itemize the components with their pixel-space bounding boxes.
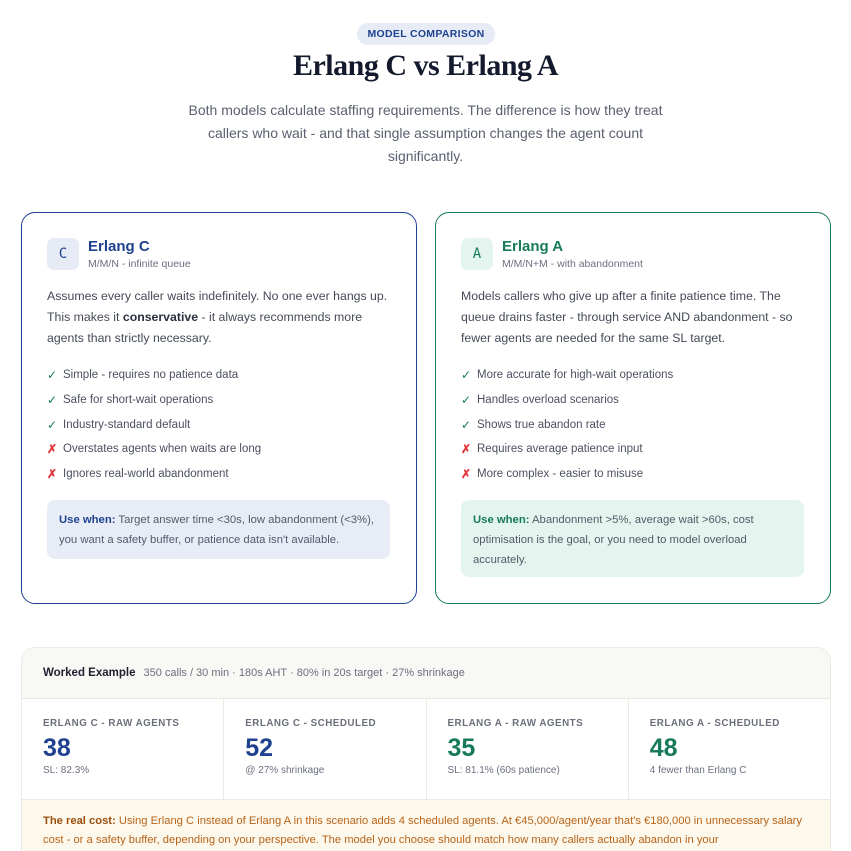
stat-erlang-c-scheduled: ERLANG C - SCHEDULED 52 @ 27% shrinkage xyxy=(224,699,426,799)
list-item: ✓ Safe for short-wait operations xyxy=(47,393,214,408)
page-subtitle: Both models calculate staffing requirements. The difference is how they treat callers who wait - and that single assumption changes the agent count significantly. xyxy=(188,102,663,164)
card-description: Models callers who give up after a finite patience time. The queue drains faster - through service AND abandonment - so fewer agents are needed for the same SL target. xyxy=(461,289,793,345)
use-when-callout: Use when: Target answer time <30s, low abandonment (<3%), you want a safety buffer, or patience data isn't available. xyxy=(47,500,390,559)
card-subtitle: M/M/N+M - with abandonment xyxy=(502,258,643,270)
stat-erlang-c-raw: ERLANG C - RAW AGENTS 38 SL: 82.3% xyxy=(22,699,224,799)
erlang-a-card xyxy=(435,212,831,604)
stat-value: 38 xyxy=(43,734,71,762)
check-icon: ✓ xyxy=(47,393,58,408)
section-badge: MODEL COMPARISON xyxy=(357,23,495,45)
list-item: ✗ Requires average patience input xyxy=(461,442,643,457)
real-cost-callout: The real cost: Using Erlang C instead of Erlang A in this scenario adds 4 scheduled agents. At €45,000/agent/year that's €180,000 in unnecessary salary cost - or a safety buffer, depending on your perspective. The model you choose should match how many callers actually abandon in your xyxy=(22,800,830,851)
list-item: ✗ More complex - easier to misuse xyxy=(461,467,644,482)
check-icon: ✓ xyxy=(461,368,472,383)
cross-icon: ✗ xyxy=(47,442,58,457)
emphasis: conservative xyxy=(122,310,199,324)
erlang-c-card xyxy=(21,212,417,604)
list-item: ✓ Shows true abandon rate xyxy=(461,417,606,432)
list-item: ✓ Handles overload scenarios xyxy=(461,393,619,408)
use-when-callout: Use when: Abandonment >5%, average wait >60s, cost optimisation is the goal, or you need to model overload accurately. xyxy=(461,500,804,577)
worked-example-panel xyxy=(21,647,831,851)
list-item: ✓ More accurate for high-wait operations xyxy=(461,368,674,383)
card-subtitle: M/M/N - infinite queue xyxy=(88,258,191,270)
stat-value: 48 xyxy=(649,734,678,762)
card-title: Erlang C xyxy=(88,238,150,255)
check-icon: ✓ xyxy=(461,393,472,408)
stats-row xyxy=(22,699,830,800)
list-item: ✗ Overstates agents when waits are long xyxy=(47,442,262,457)
card-description: Assumes every caller waits indefinitely. No one ever hangs up. This makes it conservative - it always recommends more agents than strictly necessary. xyxy=(47,289,388,345)
worked-example-header xyxy=(22,648,830,699)
page-title: Erlang C vs Erlang A xyxy=(292,49,559,82)
list-item: ✓ Industry-standard default xyxy=(47,417,191,432)
cross-icon: ✗ xyxy=(461,467,472,482)
worked-example-title: Worked Example xyxy=(43,667,136,679)
pros-cons-list xyxy=(47,363,261,486)
erlang-c-badge-icon: C xyxy=(47,238,79,270)
stat-value: 35 xyxy=(447,734,476,762)
check-icon: ✓ xyxy=(47,368,58,383)
stat-erlang-a-scheduled: ERLANG A - SCHEDULED 48 4 fewer than Erlang C xyxy=(629,699,830,799)
pros-cons-list xyxy=(461,363,673,486)
check-icon: ✓ xyxy=(47,417,58,432)
erlang-a-badge-icon: A xyxy=(461,238,493,270)
cross-icon: ✗ xyxy=(461,442,472,457)
stat-erlang-a-raw: ERLANG A - RAW AGENTS 35 SL: 81.1% (60s patience) xyxy=(427,699,629,799)
list-item: ✗ Ignores real-world abandonment xyxy=(47,467,229,482)
check-icon: ✓ xyxy=(461,417,472,432)
cross-icon: ✗ xyxy=(47,467,58,482)
card-title: Erlang A xyxy=(502,238,564,255)
worked-example-details: 350 calls / 30 min · 180s AHT · 80% in 20s target · 27% shrinkage xyxy=(143,667,465,679)
stat-value: 52 xyxy=(245,734,274,762)
list-item: ✓ Simple - requires no patience data xyxy=(47,368,239,383)
